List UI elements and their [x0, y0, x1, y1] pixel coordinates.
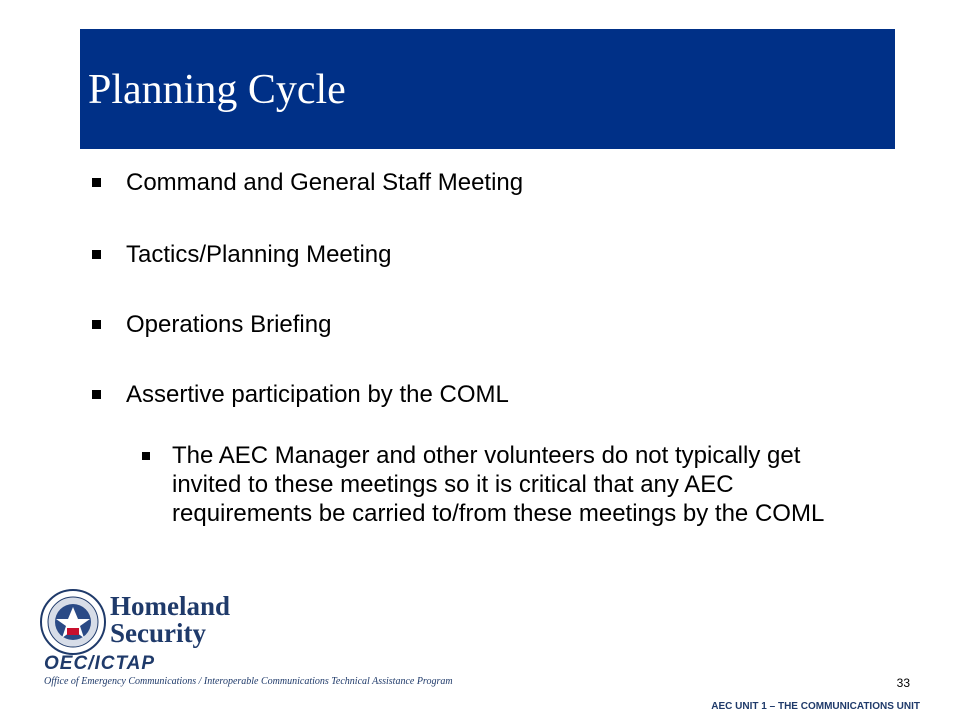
program-name: Office of Emergency Communications / Interoperable Communications Technical Assistance Program — [44, 676, 453, 687]
bullet-item — [126, 310, 331, 340]
dhs-seal-icon — [40, 589, 106, 655]
square-bullet-icon — [92, 250, 101, 259]
square-bullet-icon — [92, 178, 101, 187]
sub-bullet-item — [172, 441, 852, 528]
bullet-text: Tactics/Planning Meeting — [126, 241, 392, 268]
unit-label: AEC UNIT 1 – THE COMMUNICATIONS UNIT — [711, 701, 920, 712]
program-abbrev: OEC/ICTAP — [44, 653, 156, 674]
bullet-text: Assertive participation by the COML — [126, 381, 509, 408]
bullet-text: Command and General Staff Meeting — [126, 169, 524, 196]
page-number: 33 — [896, 676, 910, 690]
bullet-item — [126, 240, 391, 270]
logo-word-security: Security — [110, 618, 206, 648]
square-bullet-icon — [142, 452, 150, 460]
square-bullet-icon — [92, 390, 101, 399]
sub-bullet-text: The AEC Manager and other volunteers do not typically get invited to these meetings so it is critical that any AEC requirements be carried to/from these meetings by the COML — [172, 442, 825, 527]
bullet-item — [126, 168, 523, 198]
bullet-text: Operations Briefing — [126, 311, 332, 338]
slide-title: Planning Cycle — [88, 67, 346, 113]
bullet-item — [126, 380, 509, 410]
logo-word-homeland: Homeland — [110, 591, 231, 621]
square-bullet-icon — [92, 320, 101, 329]
